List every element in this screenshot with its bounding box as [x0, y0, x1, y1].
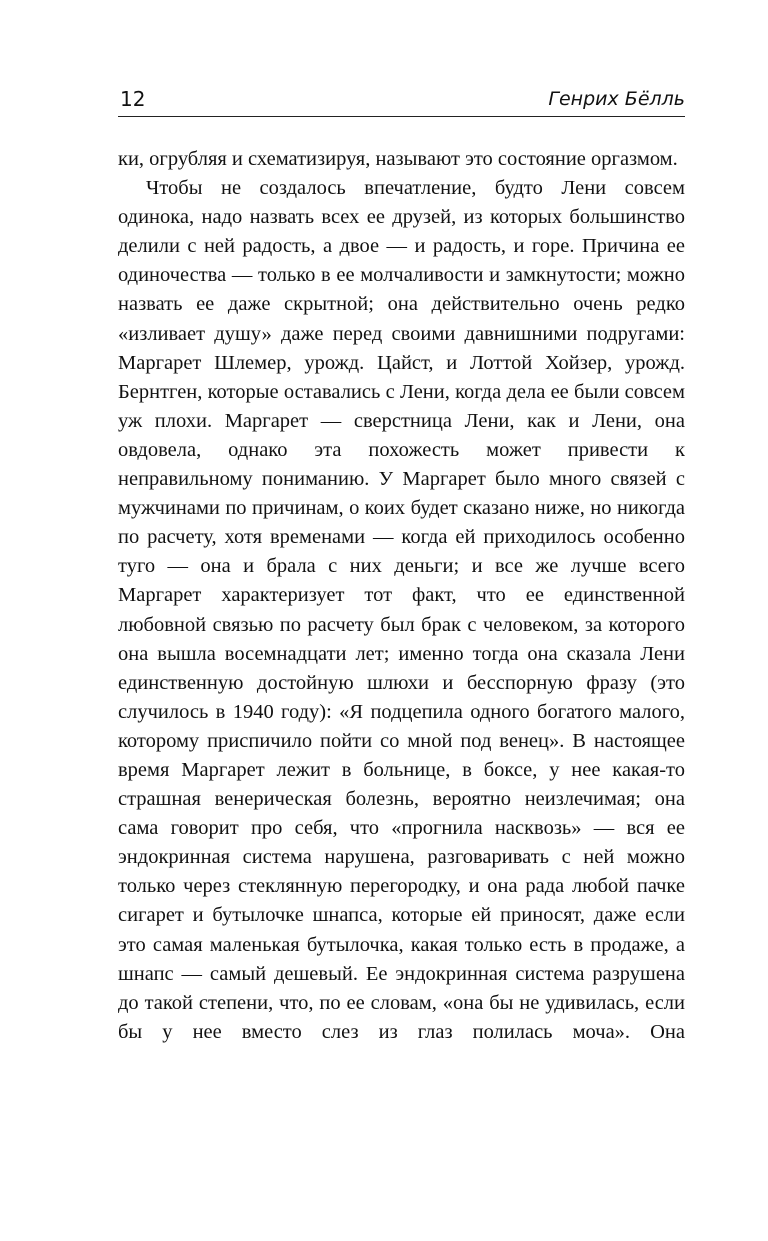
body-text	[118, 145, 685, 1047]
running-title: Генрих Бёлль	[548, 88, 685, 110]
page-header	[118, 86, 685, 117]
paragraph: Чтобы не создалось впечатление, будто Лени совсем одинока, надо назвать всех ее друзей, из которых большинство делили с ней радость, а двое — и радость, и горе. Причина ее одиночества — только в ее молчаливости и замкнутости; можно назвать ее даже скрытной; она действительно очень редко «изливает душу» даже перед своими давнишними подругами: Маргарет Шлемер, урожд. Цайст, и Лоттой Хойзер, урожд. Бернтген, которые оставались с Лени, когда дела ее были совсем уж плохи. Маргарет — сверстница Лени, как и Лени, она овдовела, однако эта похожесть может привести к неправильному пониманию. У Маргарет было много связей с мужчинами по причинам, о коих будет сказано ниже, но никогда по расчету, хотя временами — когда ей приходилось особенно туго — она и брала с них деньги; и все же лучше всего Маргарет характеризует тот факт, что ее единственной любовной связью по расчету был брак с человеком, за которого она вышла восемнадцати лет; именно тогда она сказала Лени единственную достойную шлюхи и бесспорную фразу (это случилось в 1940 году): «Я подцепила одного богатого малого, которому приспичило пойти со мной под венец». В настоящее время Маргарет лежит в больнице, в боксе, у нее какая-то страшная венерическая болезнь, вероятно неизлечимая; она сама говорит про себя, что «прогнила насквозь» — вся ее эндокринная система нарушена, разговаривать с ней можно только через стеклянную перегородку, и она рада любой пачке сигарет и бутылочке шнапса, которые ей приносят, даже если это самая маленькая бутылочка, какая только есть в продаже, а шнапс — самый дешевый. Ее эндокринная система разрушена до такой степени, что, по ее словам, «она бы не удивилась, если бы у нее вместо слез из глаз полилась моча». Она	[118, 177, 685, 1043]
paragraph-continuation: ки, огрубляя и схематизируя, называют это состояние оргазмом.	[118, 148, 678, 170]
page-number: 12	[120, 87, 146, 111]
book-page	[118, 86, 685, 1047]
